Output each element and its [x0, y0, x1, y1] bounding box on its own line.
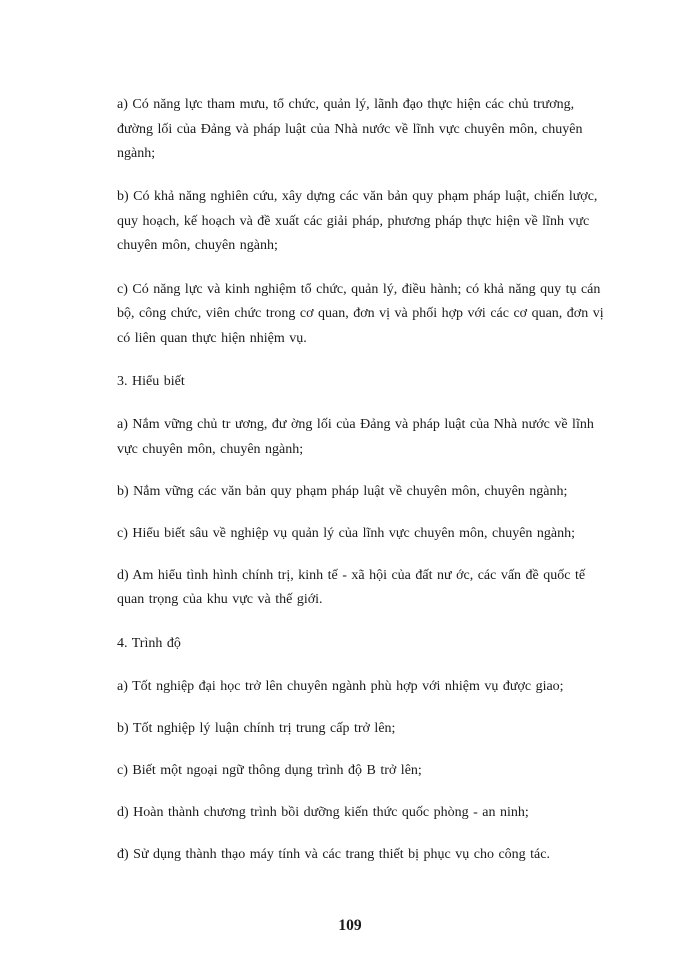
paragraph-defense-training: d) Hoàn thành chương trình bồi dưỡng kiến thức quốc phòng - an ninh;	[117, 804, 529, 820]
paragraph-foreign-language: c) Biết một ngoại ngữ thông dụng trình độ B trở lên;	[117, 762, 422, 778]
page-body	[117, 93, 613, 868]
paragraph-policy-knowledge: a) Nắm vững chủ tr ương, đư ờng lối của Đảng và pháp luật của Nhà nước về lĩnh vực chuyên môn, chuyên ngành;	[117, 416, 594, 457]
paragraph-management-expertise: c) Hiểu biết sâu về nghiệp vụ quản lý của lĩnh vực chuyên môn, chuyên ngành;	[117, 525, 576, 541]
paragraph-political-theory: b) Tốt nghiệp lý luận chính trị trung cấp trở lên;	[117, 720, 396, 736]
paragraph-socioeconomic-awareness: d) Am hiểu tình hình chính trị, kinh tế - xã hội của đất nư ớc, các vấn đề quốc tế quan trọng của khu vực và thế giới.	[117, 567, 586, 608]
paragraph-computer-skills: đ) Sử dụng thành thạo máy tính và các trang thiết bị phục vụ cho công tác.	[117, 846, 550, 862]
paragraph-advisory-capacity: a) Có năng lực tham mưu, tổ chức, quản lý, lãnh đạo thực hiện các chủ trương, đường lối của Đảng và pháp luật của Nhà nước về lĩnh vực chuyên môn, chuyên ngành;	[117, 97, 583, 162]
page-number: 109	[338, 917, 362, 934]
section-heading-qualifications: 4. Trình độ	[117, 635, 181, 651]
section-heading-knowledge: 3. Hiểu biết	[117, 373, 185, 389]
paragraph-legal-documents: b) Nắm vững các văn bản quy phạm pháp luật về chuyên môn, chuyên ngành;	[117, 483, 568, 499]
paragraph-research-capacity: b) Có khả năng nghiên cứu, xây dựng các văn bản quy phạm pháp luật, chiến lược, quy hoạch, kế hoạch và đề xuất các giải pháp, phương pháp thực hiện về lĩnh vực chuyên môn, chuyên ngành;	[117, 189, 598, 254]
paragraph-university-degree: a) Tốt nghiệp đại học trở lên chuyên ngành phù hợp với nhiệm vụ được giao;	[117, 678, 564, 694]
paragraph-management-experience: c) Có năng lực và kinh nghiệm tổ chức, quản lý, điều hành; có khả năng quy tụ cán bộ, công chức, viên chức trong cơ quan, đơn vị và phối hợp với các cơ quan, đơn vị có liên quan thực hiện nhiệm vụ.	[117, 281, 604, 346]
